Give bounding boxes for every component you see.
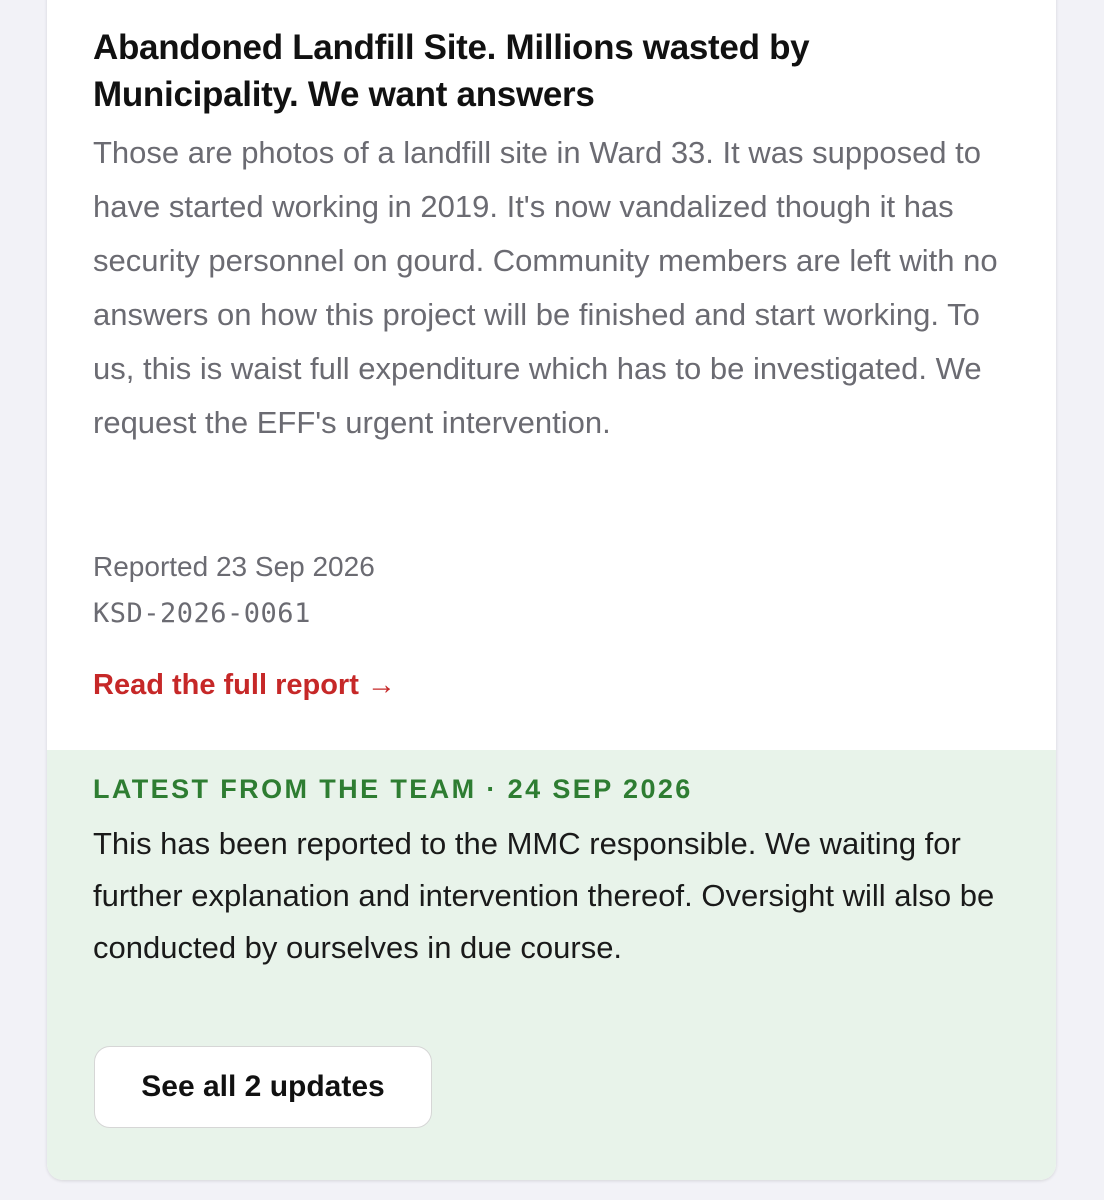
reported-date: Reported 23 Sep 2026 <box>93 551 375 582</box>
report-title: Abandoned Landfill Site. Millions wasted by Municipality. We want answers <box>93 28 810 114</box>
latest-update-heading: LATEST FROM THE TEAM · 24 SEP 2026 <box>93 774 693 804</box>
latest-update-body: This has been reported to the MMC responsible. We waiting for further explanation and intervention thereof. Oversight will also be conducted by ourselves in due course. <box>93 826 995 965</box>
read-full-report-link[interactable]: Read the full report → <box>93 669 396 701</box>
latest-update-panel <box>47 750 1056 1180</box>
report-reference-id: KSD-2026-0061 <box>93 598 311 629</box>
report-card <box>47 0 1056 1180</box>
report-summary <box>47 0 1056 750</box>
report-description: Those are photos of a landfill site in Ward 33. It was supposed to have started working in 2019. It's now vandalized though it has security personnel on gourd. Community members are left with no answers on how this project will be finished and start working. To us, this is waist full expenditure which has to be investigated. We request the EFF's urgent intervention. <box>93 135 998 440</box>
see-all-updates-button[interactable]: See all 2 updates <box>94 1046 432 1128</box>
